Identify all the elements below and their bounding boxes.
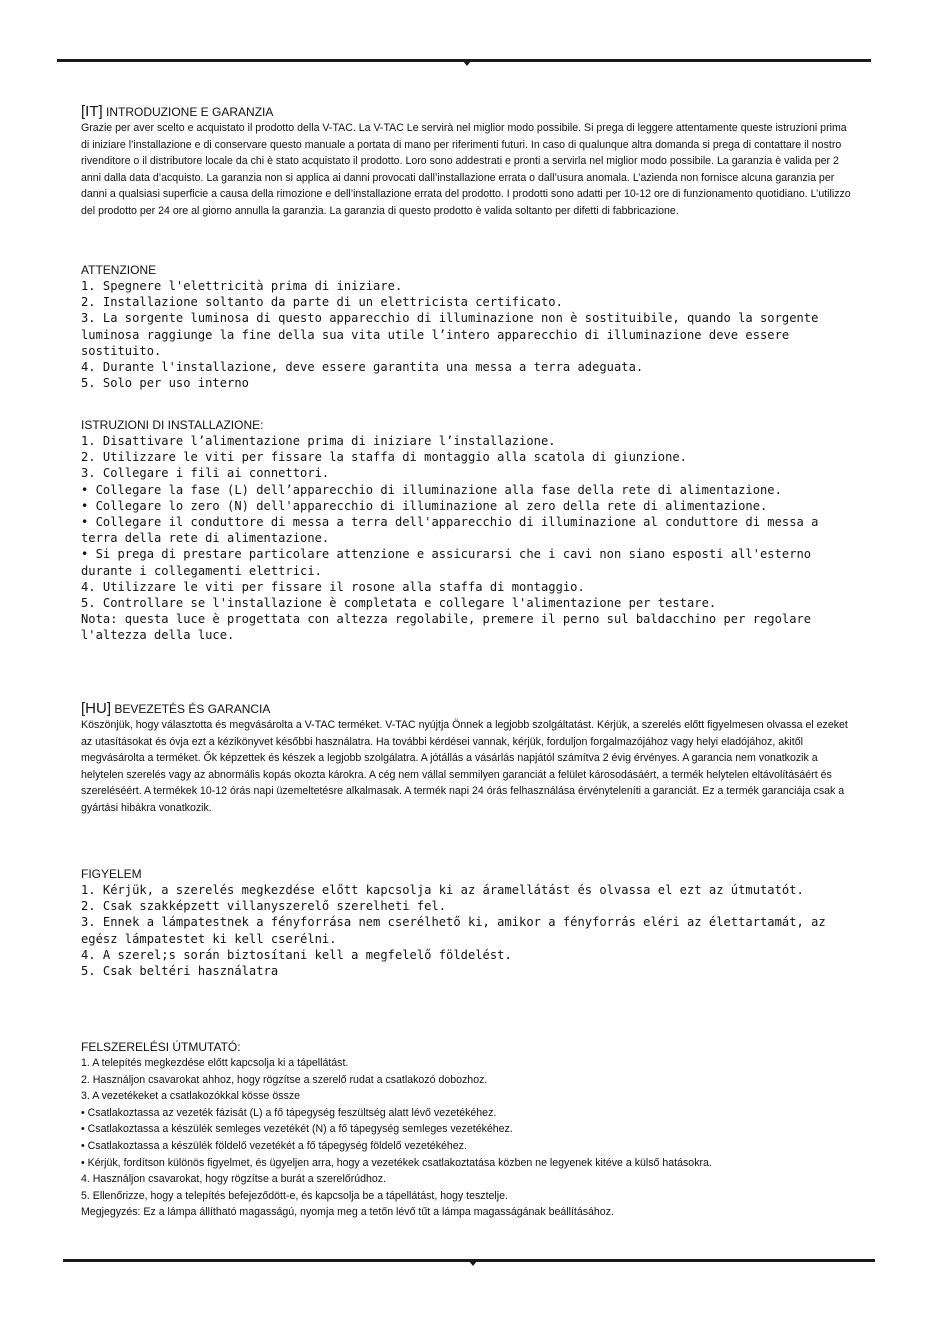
list-item: Nota: questa luce è progettata con altezza regolabile, premere il perno sul baldacchino per regolare l'altezza della luce. xyxy=(81,612,812,643)
list-item: 2. Utilizzare le viti per fissare la staffa di montaggio alla scatola di giunzione. xyxy=(81,450,687,465)
bottom-rule-notch xyxy=(469,1261,477,1266)
list-item: 5. Csak beltéri használatra xyxy=(81,964,279,979)
hu-install-list xyxy=(81,1055,851,1221)
list-item: 2. Installazione soltanto da parte di un elettricista certificato. xyxy=(81,295,563,310)
list-item: • Csatlakoztassa a készülék semleges vezetékét (N) a fő tápegység semleges vezetékéhez. xyxy=(81,1123,513,1136)
list-item: • Collegare lo zero (N) dell'apparecchio di illuminazione al zero della rete di alimentazione. xyxy=(81,498,768,513)
it-warning-title: ATTENZIONE xyxy=(81,263,157,277)
it-warning-section xyxy=(81,262,851,391)
it-intro-text: Grazie per aver scelto e acquistato il prodotto della V-TAC. La V-TAC Le servirà nel miglior modo possibile. Si prega di leggere attentamente queste istruzioni prima di iniziare l’installazione e di conservare questo manuale a portata di mano per riferimenti futuri. In caso di qualunque altra domanda si prega di contattare il nostro rivenditore o il distributore locale da chi è stato acquistato il prodotto. Loro sono addestrati e pronti a servirla nel miglior modo possibile. La garanzia è valida per 2 anni dalla data d’acquisto. La garanzia non si applica ai danni provocati dall’installazione errata o dall’usura anomala. L’azienda non fornisce alcuna garanzia per danni a qualsiasi superficie a causa della rimozione e dell’installazione errata del prodotto. I prodotti sono adatti per 10-12 ore di funzionamento quotidiano. L’utilizzo del prodotto per 24 ore al giorno annulla la garanzia. La garanzia di questo prodotto è valida soltanto per difetti di fabbricazione. xyxy=(81,122,851,217)
top-rule-notch xyxy=(463,61,471,66)
list-item: • Si prega di prestare particolare attenzione e assicurarsi che i cavi non siano esposti all'esterno durante i collegamenti elettrici. xyxy=(81,547,812,578)
hu-language-code: [HU] xyxy=(81,700,111,717)
list-item: 3. Ennek a lámpatestnek a fényforrása nem cserélhető ki, amikor a fényforrás eléri az élettartamát, az egész lámpatestet ki kell cserélni. xyxy=(81,915,826,946)
it-install-list xyxy=(81,433,851,644)
list-item: 3. Collegare i fili ai connettori. xyxy=(81,466,330,481)
hu-intro-section xyxy=(81,701,851,817)
it-install-section xyxy=(81,417,851,644)
list-item: • Kérjük, fordítson különös figyelmet, és ügyeljen arra, hogy a vezetékek csatlakoztatása közben ne legyenek kitéve a külső hatásokra. xyxy=(81,1156,712,1169)
list-item: 5. Controllare se l'installazione è completata e collegare l'alimentazione per testare. xyxy=(81,596,717,611)
list-item: 1. A telepítés megkezdése előtt kapcsolja ki a tápellátást. xyxy=(81,1057,349,1069)
list-item: Megjegyzés: Ez a lámpa állítható magasságú, nyomja meg a tetőn lévő tűt a lámpa magasságának beállításához. xyxy=(81,1206,614,1219)
list-item: 5. Solo per uso interno xyxy=(81,376,249,391)
it-language-code: [IT] xyxy=(81,103,103,120)
list-item: • Csatlakoztassa a készülék földelő vezetékét a fő tápegység földelő vezetékéhez. xyxy=(81,1139,467,1152)
it-intro-heading xyxy=(81,104,851,120)
it-install-title: ISTRUZIONI DI INSTALLAZIONE: xyxy=(81,418,264,432)
hu-intro-heading xyxy=(81,701,851,717)
hu-intro-title: BEVEZETÉS ÉS GARANCIA xyxy=(114,702,271,716)
hu-warning-list xyxy=(81,882,851,979)
list-item: 1. Disattivare l’alimentazione prima di iniziare l’installazione. xyxy=(81,434,556,448)
list-item: 3. A vezetékeket a csatlakozókkal kösse össze xyxy=(81,1090,301,1103)
it-intro-section xyxy=(81,104,851,220)
list-item: 1. Spegnere l'elettricità prima di iniziare. xyxy=(81,279,403,293)
list-item: 3. La sorgente luminosa di questo apparecchio di illuminazione non è sostituibile, quando la sorgente luminosa raggiunge la fine della sua vita utile l’intero apparecchio di illuminazione deve essere sostituito. xyxy=(81,311,819,358)
hu-intro-text: Köszönjük, hogy választotta és megvásárolta a V-TAC terméket. V-TAC nyújtja Önnek a legjobb szolgáltatást. Kérjük, a szerelés előtt figyelmesen olvassa el ezeket az utasításokat és óvja ezt a kézikönyvet későbbi használatra. Ha további kérdései vannak, kérjük, forduljon forgalmazójához vagy helyi eladójához, akitől megvásárolta a terméket. Ők képzettek és készek a legjobb szolgálatra. A jótállás a vásárlás napjától számítva 2 évig érvényes. A garancia nem vonatkozik a helytelen szerelés vagy az abnormális kopás okozta károkra. A cég nem vállal semmilyen garanciát a felület károsodásáért, a termék helytelen eltávolításáért és szereléséért. A termékek 10-12 órás napi üzemeltetésre alkalmasak. A termék napi 24 órás felhasználása érvényteleníti a garanciát. Ez a termék garanciája csak a gyártási hibákra vonatkozik. xyxy=(81,719,848,814)
list-item: 1. Kérjük, a szerelés megkezdése előtt kapcsolja ki az áramellátást és olvassa el ezt az útmutatót. xyxy=(81,883,804,897)
hu-install-section xyxy=(81,1039,851,1221)
list-item: 4. Durante l'installazione, deve essere garantita una messa a terra adeguata. xyxy=(81,360,644,375)
list-item: 4. Utilizzare le viti per fissare il rosone alla staffa di montaggio. xyxy=(81,579,585,594)
list-item: 2. Használjon csavarokat ahhoz, hogy rögzítse a szerelő rudat a csatlakozó dobozhoz. xyxy=(81,1073,488,1086)
list-item: 4. Használjon csavarokat, hogy rögzítse a burát a szerelőrúdhoz. xyxy=(81,1173,387,1186)
hu-warning-title: FIGYELEM xyxy=(81,867,142,881)
it-warning-list xyxy=(81,278,851,391)
hu-warning-section xyxy=(81,866,851,979)
list-item: 4. A szerel;s során biztosítani kell a megfelelő földelést. xyxy=(81,947,512,962)
list-item: 5. Ellenőrizze, hogy a telepítés befejeződött-e, és kapcsolja be a tápellátást, hogy tesztelje. xyxy=(81,1189,508,1202)
list-item: • Collegare la fase (L) dell’apparecchio di illuminazione alla fase della rete di alimentazione. xyxy=(81,482,782,497)
list-item: 2. Csak szakképzett villanyszerelő szerelheti fel. xyxy=(81,899,447,914)
list-item: • Collegare il conduttore di messa a terra dell'apparecchio di illuminazione al conduttore di messa a terra della rete di alimentazione. xyxy=(81,515,819,546)
it-intro-title: INTRODUZIONE E GARANZIA xyxy=(106,105,274,119)
list-item: • Csatlakoztassa az vezeték fázisát (L) a fő tápegység feszültség alatt lévő vezetékéhez. xyxy=(81,1106,497,1119)
hu-install-title: FELSZERELÉSI ÚTMUTATÓ: xyxy=(81,1040,241,1054)
